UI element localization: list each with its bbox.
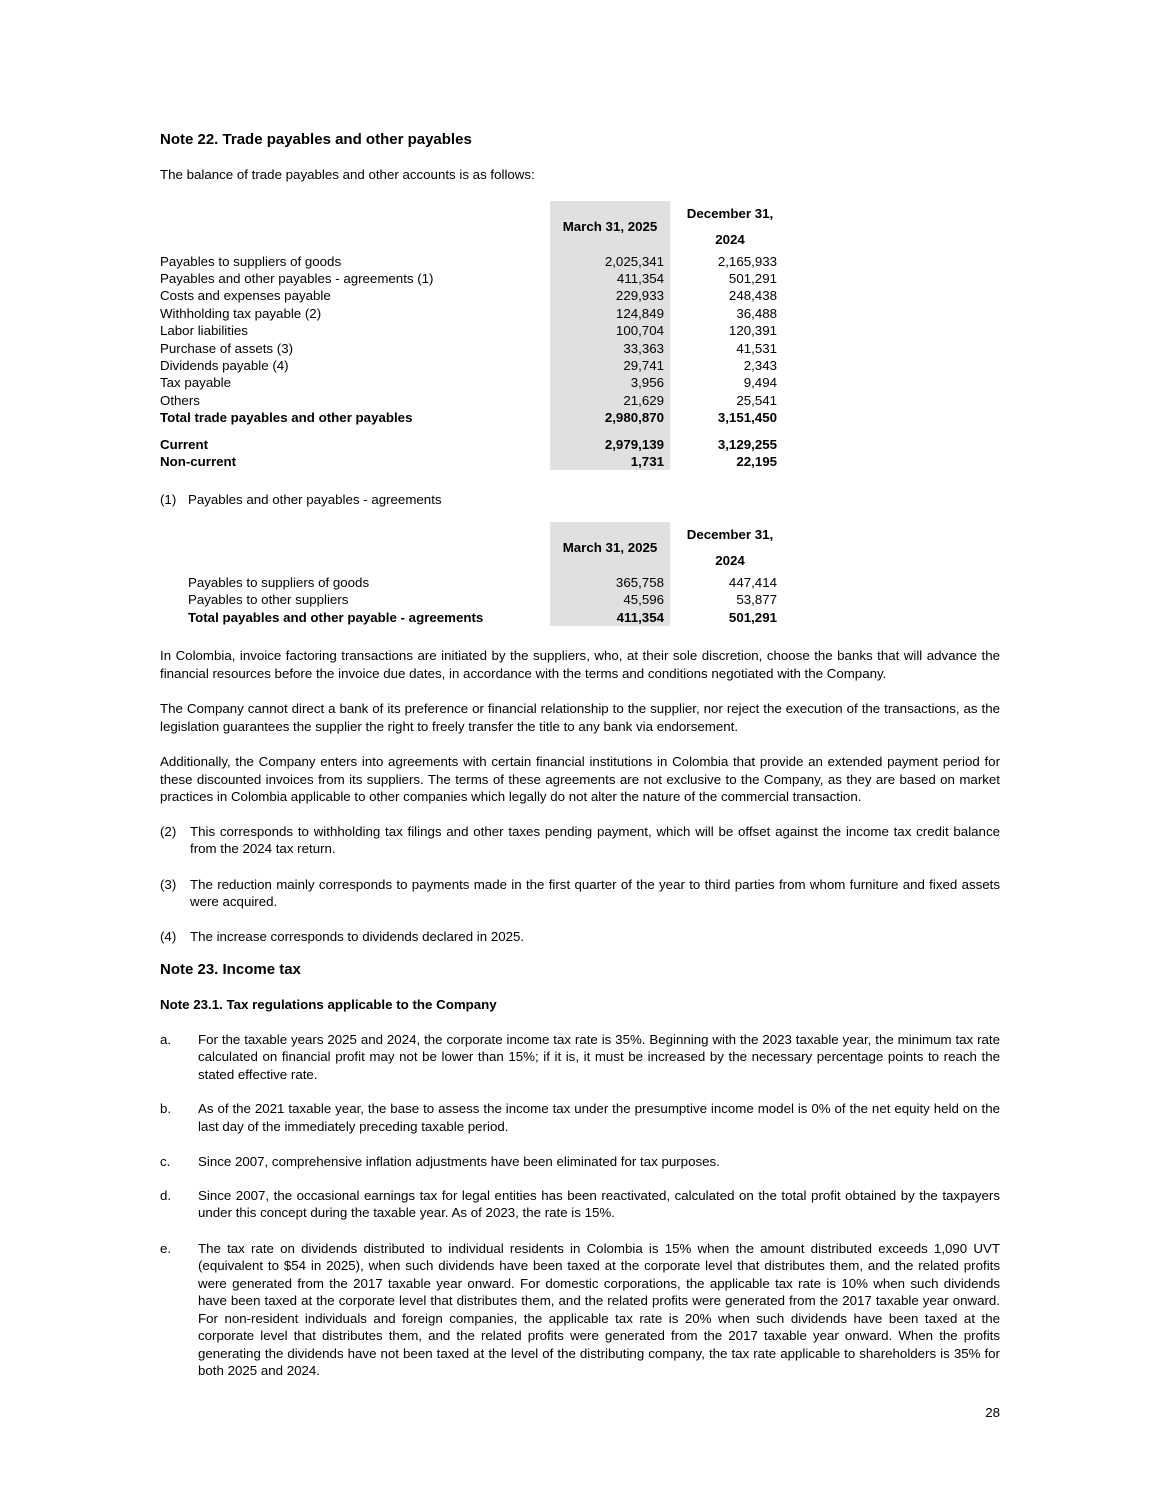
row-value-mar2025: 2,980,870 xyxy=(604,410,664,426)
row-value-mar2025: 229,933 xyxy=(615,288,664,304)
col-header-march-2025: March 31, 2025 xyxy=(562,218,658,234)
col-header-december-line2: 2024 xyxy=(715,552,745,568)
row-value-dec2024: 447,414 xyxy=(728,574,777,590)
row-label: Current xyxy=(160,436,209,452)
note22-title: Note 22. Trade payables and other payables xyxy=(160,131,472,148)
row-label: Payables to other suppliers xyxy=(188,592,349,608)
row-label: Total payables and other payable - agreements xyxy=(188,609,484,625)
row-value-dec2024: 2,165,933 xyxy=(717,253,777,269)
table-row xyxy=(160,253,790,270)
row-label: Payables to suppliers of goods xyxy=(160,253,342,269)
row-value-mar2025: 100,704 xyxy=(615,323,664,339)
table-total-row xyxy=(160,409,790,426)
row-label: Payables and other payables - agreements (1) xyxy=(160,270,434,286)
list-item-e xyxy=(160,1240,1000,1380)
row-value-mar2025: 21,629 xyxy=(623,392,664,408)
row-value-dec2024: 9,494 xyxy=(743,375,777,391)
table-row xyxy=(160,322,790,339)
row-value-mar2025: 2,025,341 xyxy=(604,253,664,269)
table-header-row xyxy=(160,522,790,574)
row-label: Non-current xyxy=(160,453,237,469)
row-value-mar2025: 1,731 xyxy=(630,453,664,469)
list-item-a xyxy=(160,1031,1000,1084)
paragraph-bank-direction: The Company cannot direct a bank of its preference or financial relationship to the supplier, nor reject the execution of the transactions, as the legislation guarantees the supplier the right to freely transfer the title to any bank via endorsement. xyxy=(160,701,1000,734)
table-current-row xyxy=(160,436,790,453)
table-row xyxy=(160,591,790,608)
row-value-dec2024: 2,343 xyxy=(743,357,777,373)
row-value-dec2024: 41,531 xyxy=(736,340,777,356)
footnote-2 xyxy=(160,823,1000,858)
row-label: Purchase of assets (3) xyxy=(160,340,294,356)
row-value-dec2024: 120,391 xyxy=(728,323,777,339)
table-row xyxy=(160,392,790,409)
table-row xyxy=(160,357,790,374)
footnote-1 xyxy=(160,491,1000,509)
table-row xyxy=(160,374,790,391)
row-value-dec2024: 36,488 xyxy=(736,305,777,321)
footnote-3 xyxy=(160,876,1000,911)
list-item-e-label: e. xyxy=(160,1240,172,1256)
row-value-dec2024: 25,541 xyxy=(736,392,777,408)
paragraph-factoring: In Colombia, invoice factoring transactions are initiated by the suppliers, who, at their sole discretion, choose the banks that will advance the financial resources before the invoice due dates, in accordance with the terms and conditions negotiated with the Company. xyxy=(160,648,1000,681)
row-value-dec2024: 501,291 xyxy=(728,609,777,625)
note23-title: Note 23. Income tax xyxy=(160,961,301,979)
table-header-row xyxy=(160,201,790,253)
row-label: Total trade payables and other payables xyxy=(160,410,413,426)
list-item-d xyxy=(160,1187,1000,1222)
list-item-b xyxy=(160,1100,1000,1135)
row-value-mar2025: 365,758 xyxy=(615,574,664,590)
row-value-mar2025: 411,354 xyxy=(616,609,664,625)
footnote-1-text: Payables and other payables - agreements xyxy=(188,492,442,508)
note23-1-subtitle: Note 23.1. Tax regulations applicable to the Company xyxy=(160,997,497,1013)
table-row xyxy=(160,340,790,357)
list-item-d-label: d. xyxy=(160,1187,172,1203)
col-header-december-2024 xyxy=(670,522,790,574)
list-item-e-text: The tax rate on dividends distributed to individual residents in Colombia is 15% when the amount distributed exceeds 1,090 UVT (equivalent to $54 in 2025), when such dividends have been taxed at the corporate level that distributes them, and the related profits were generated from the 2017 taxable year onward. For domestic corporations, the applicable tax rate is 10% when such dividends have been taxed at the corporate level that distributes them, and the related profits were generated from the 2017 taxable year onward. For non-resident individuals and foreign companies, the applicable tax rate is 20% when such dividends have been taxed at the corporate level that distributes them, and the related profits were generated from the 2017 taxable year onward. When the profits generating the dividends have not been taxed at the level of the distributing company, the tax rate applicable to shareholders is 35% for both 2025 and 2024. xyxy=(198,1240,1000,1379)
row-label: Withholding tax payable (2) xyxy=(160,305,322,321)
table-noncurrent-row xyxy=(160,453,790,470)
footnote-3-text: The reduction mainly corresponds to payments made in the first quarter of the year to third parties from whom furniture and fixed assets were acquired. xyxy=(190,876,1000,910)
footnote-4 xyxy=(160,928,1000,946)
row-label: Others xyxy=(160,392,200,408)
table-row xyxy=(160,287,790,304)
col-header-december-line1: December 31, xyxy=(686,526,774,542)
row-value-mar2025: 2,979,139 xyxy=(604,436,664,452)
trade-payables-table xyxy=(160,201,790,471)
row-value-dec2024: 3,151,450 xyxy=(717,410,777,426)
row-label: Tax payable xyxy=(160,375,231,391)
row-value-mar2025: 3,956 xyxy=(630,375,664,391)
footnote-1-label: (1) xyxy=(160,492,177,508)
row-label: Dividends payable (4) xyxy=(160,357,289,373)
row-label: Labor liabilities xyxy=(160,323,248,339)
list-item-c xyxy=(160,1153,1000,1171)
row-value-mar2025: 124,849 xyxy=(615,305,664,321)
col-header-december-line2: 2024 xyxy=(715,231,745,247)
col-header-december-2024 xyxy=(670,201,790,253)
list-item-b-label: b. xyxy=(160,1101,172,1117)
list-item-c-text: Since 2007, comprehensive inflation adjustments have been eliminated for tax purposes. xyxy=(198,1154,720,1170)
table-row xyxy=(160,574,790,591)
paragraph-agreements: Additionally, the Company enters into agreements with certain financial institutions in Colombia that provide an extended payment period for these discounted invoices from its suppliers. The terms of these agreements are not exclusive to the Company, as they are based on market practices in Colombia applicable to other companies which legally do not alter the nature of the commercial transaction. xyxy=(160,754,1000,805)
table-row xyxy=(160,305,790,322)
footnote-2-label: (2) xyxy=(160,823,177,839)
row-label: Costs and expenses payable xyxy=(160,288,331,304)
row-value-dec2024: 3,129,255 xyxy=(717,436,777,452)
row-value-dec2024: 53,877 xyxy=(736,592,777,608)
page-number: 28 xyxy=(985,1404,1000,1420)
agreements-table xyxy=(160,522,790,626)
row-value-mar2025: 45,596 xyxy=(623,592,664,608)
page-content xyxy=(160,0,1000,1421)
footnote-3-label: (3) xyxy=(160,876,177,892)
list-item-b-text: As of the 2021 taxable year, the base to assess the income tax under the presumptive income model is 0% of the net equity held on the last day of the immediately preceding taxable period. xyxy=(198,1101,1000,1134)
col-header-march-2025: March 31, 2025 xyxy=(562,540,658,556)
note22-intro: The balance of trade payables and other accounts is as follows: xyxy=(160,167,535,182)
col-header-december-line1: December 31, xyxy=(686,205,774,221)
row-label: Payables to suppliers of goods xyxy=(188,574,370,590)
table-row xyxy=(160,270,790,287)
row-value-dec2024: 22,195 xyxy=(736,453,777,469)
list-item-a-label: a. xyxy=(160,1031,172,1047)
list-item-c-label: c. xyxy=(160,1154,171,1170)
list-item-d-text: Since 2007, the occasional earnings tax for legal entities has been reactivated, calculated on the total profit obtained by the taxpayers under this concept during the taxable year. As of 2023, the rate is 15%. xyxy=(198,1187,1000,1221)
row-value-dec2024: 501,291 xyxy=(728,270,777,286)
row-value-mar2025: 33,363 xyxy=(623,340,664,356)
table-total-row xyxy=(160,609,790,626)
footnote-4-label: (4) xyxy=(160,928,177,944)
row-value-mar2025: 411,354 xyxy=(616,270,664,286)
footnote-4-text: The increase corresponds to dividends declared in 2025. xyxy=(190,928,525,944)
row-value-mar2025: 29,741 xyxy=(623,357,664,373)
footnote-2-text: This corresponds to withholding tax filings and other taxes pending payment, which will be offset against the income tax credit balance from the 2024 tax return. xyxy=(190,823,1000,857)
list-item-a-text: For the taxable years 2025 and 2024, the corporate income tax rate is 35%. Beginning with the 2023 taxable year, the minimum tax rate calculated on financial profit may not be lower than 15%; if it is, it must be increased by the necessary percentage points to reach the stated effective rate. xyxy=(198,1031,1000,1082)
row-value-dec2024: 248,438 xyxy=(728,288,777,304)
